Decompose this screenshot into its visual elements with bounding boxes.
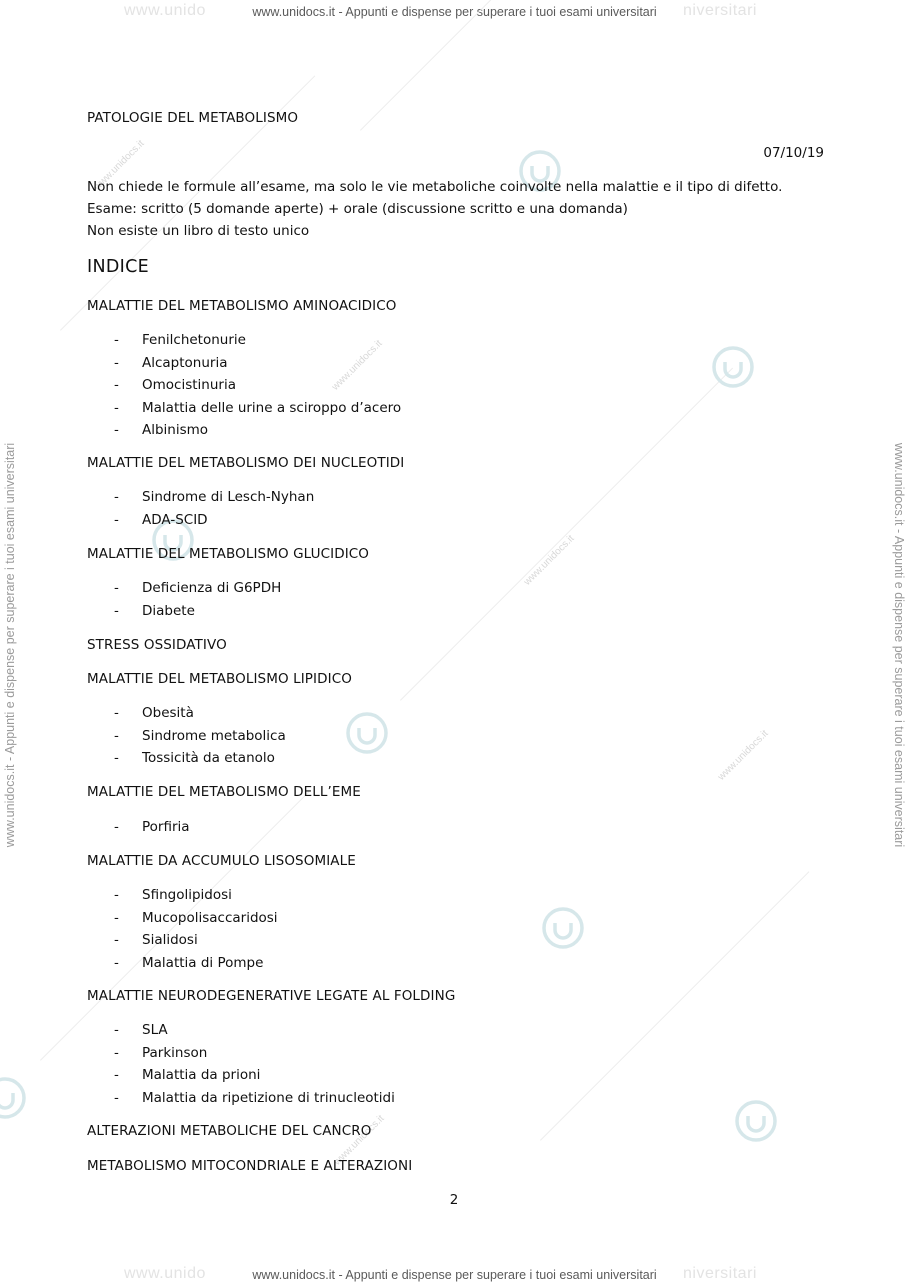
bullet-dash: -: [114, 422, 119, 438]
section-heading: MALATTIE DA ACCUMULO LISOSOMIALE: [87, 853, 356, 869]
section-heading: MALATTIE NEURODEGENERATIVE LEGATE AL FOLDING: [87, 988, 456, 1004]
list-item-label: Porfiria: [142, 819, 190, 835]
watermark-ghost-left-bottom: www.unido: [124, 1265, 206, 1282]
bullet-dash: -: [114, 511, 119, 528]
bullet-dash: -: [114, 909, 119, 926]
bullet-dash: -: [114, 354, 119, 371]
section-heading: MALATTIE DEL METABOLISMO DEI NUCLEOTIDI: [87, 455, 405, 471]
bullet-dash: -: [114, 954, 119, 971]
bullet-dash: -: [114, 932, 119, 948]
watermark-diagonal-text: www.unidocs.it: [716, 728, 771, 783]
list-item-label: Malattia delle urine a sciroppo d’acero: [142, 399, 402, 416]
list-item-label: Parkinson: [142, 1044, 208, 1061]
bullet-dash: -: [114, 887, 119, 903]
watermark-diagonal-text: www.unidocs.it: [92, 138, 147, 193]
list-item-label: Mucopolisaccaridosi: [142, 909, 278, 926]
watermark-logo-icon: [733, 1098, 779, 1144]
section-heading: STRESS OSSIDATIVO: [87, 637, 227, 653]
intro-line: Non esiste un libro di testo unico: [87, 223, 310, 239]
bullet-dash: -: [114, 1089, 119, 1106]
list-item-label: Malattia da prioni: [142, 1067, 261, 1083]
watermark-diagonal-text: www.unidocs.it: [332, 1113, 387, 1168]
list-item-label: Albinismo: [142, 422, 209, 438]
bullet-dash: -: [114, 580, 119, 596]
watermark-logo-icon: [0, 1075, 28, 1121]
bullet-dash: -: [114, 750, 119, 766]
section-heading: ALTERAZIONI METABOLICHE DEL CANCRO: [87, 1123, 372, 1139]
bullet-dash: -: [114, 332, 119, 348]
list-item-label: Tossicità da etanolo: [142, 750, 275, 766]
watermark-vertical-right-text: www.unidocs.it - Appunti e dispense per superare i tuoi esami universitari: [892, 442, 906, 848]
intro-line: Non chiede le formule all’esame, ma solo le vie metaboliche coinvolte nella malattie e il tipo di difetto.: [87, 179, 783, 195]
watermark-banner-top: www.unidocs.it - Appunti e dispense per superare i tuoi esami universitari: [252, 5, 657, 19]
list-item-label: Malattia da ripetizione di trinucleotidi: [142, 1089, 395, 1106]
watermark-logo-icon: [710, 344, 756, 390]
watermark-diagonal-text: www.unidocs.it: [330, 338, 385, 393]
bullet-dash: -: [114, 705, 119, 721]
list-item-label: Sialidosi: [142, 932, 198, 948]
bullet-dash: -: [114, 1044, 119, 1061]
document-date: 07/10/19: [763, 145, 824, 161]
list-item-label: Malattia di Pompe: [142, 954, 264, 971]
bullet-dash: -: [114, 399, 119, 416]
intro-line: Esame: scritto (5 domande aperte) + orale (discussione scritto e una domanda): [87, 201, 628, 217]
bullet-dash: -: [114, 1022, 119, 1038]
bullet-dash: -: [114, 1067, 119, 1083]
watermark-ghost-left: www.unido: [124, 2, 206, 19]
list-item-label: Sfingolipidosi: [142, 887, 232, 903]
watermark-banner-bottom: www.unidocs.it - Appunti e dispense per superare i tuoi esami universitari: [252, 1268, 657, 1282]
page-number: 2: [449, 1192, 459, 1208]
bullet-dash: -: [114, 489, 119, 505]
watermark-ghost-right: niversitari: [683, 2, 757, 19]
section-heading: MALATTIE DEL METABOLISMO LIPIDICO: [87, 671, 352, 687]
watermark-diagonal-line: [360, 0, 629, 131]
list-item-label: Sindrome metabolica: [142, 727, 286, 744]
bullet-dash: -: [114, 377, 119, 393]
list-item-label: Sindrome di Lesch-Nyhan: [142, 489, 315, 505]
watermark-vertical-right: [893, 420, 905, 870]
watermark-vertical-left: [4, 420, 16, 870]
section-heading: MALATTIE DEL METABOLISMO AMINOACIDICO: [87, 298, 397, 314]
index-heading: INDICE: [87, 257, 149, 277]
watermark-logo-icon: [540, 905, 586, 951]
watermark-logo-icon: [344, 710, 390, 756]
watermark-diagonal-text: www.unidocs.it: [522, 533, 577, 588]
list-item-label: Obesità: [142, 705, 194, 721]
list-item-label: Deficienza di G6PDH: [142, 580, 282, 596]
list-item-label: Fenilchetonurie: [142, 332, 246, 348]
list-item-label: Alcaptonuria: [142, 354, 228, 371]
section-heading: MALATTIE DEL METABOLISMO GLUCIDICO: [87, 546, 370, 562]
section-heading: MALATTIE DEL METABOLISMO DELL’EME: [87, 784, 361, 800]
list-item-label: ADA-SCID: [142, 511, 208, 528]
bullet-dash: -: [114, 819, 119, 835]
watermark-ghost-right-bottom: niversitari: [683, 1265, 757, 1282]
bullet-dash: -: [114, 602, 119, 619]
watermark-vertical-left-text: www.unidocs.it - Appunti e dispense per superare i tuoi esami universitari: [3, 442, 17, 848]
list-item-label: Omocistinuria: [142, 377, 236, 393]
list-item-label: Diabete: [142, 602, 195, 619]
list-item-label: SLA: [142, 1022, 168, 1038]
bullet-dash: -: [114, 727, 119, 744]
document-title: PATOLOGIE DEL METABOLISMO: [87, 110, 299, 126]
section-heading: METABOLISMO MITOCONDRIALE E ALTERAZIONI: [87, 1158, 413, 1174]
